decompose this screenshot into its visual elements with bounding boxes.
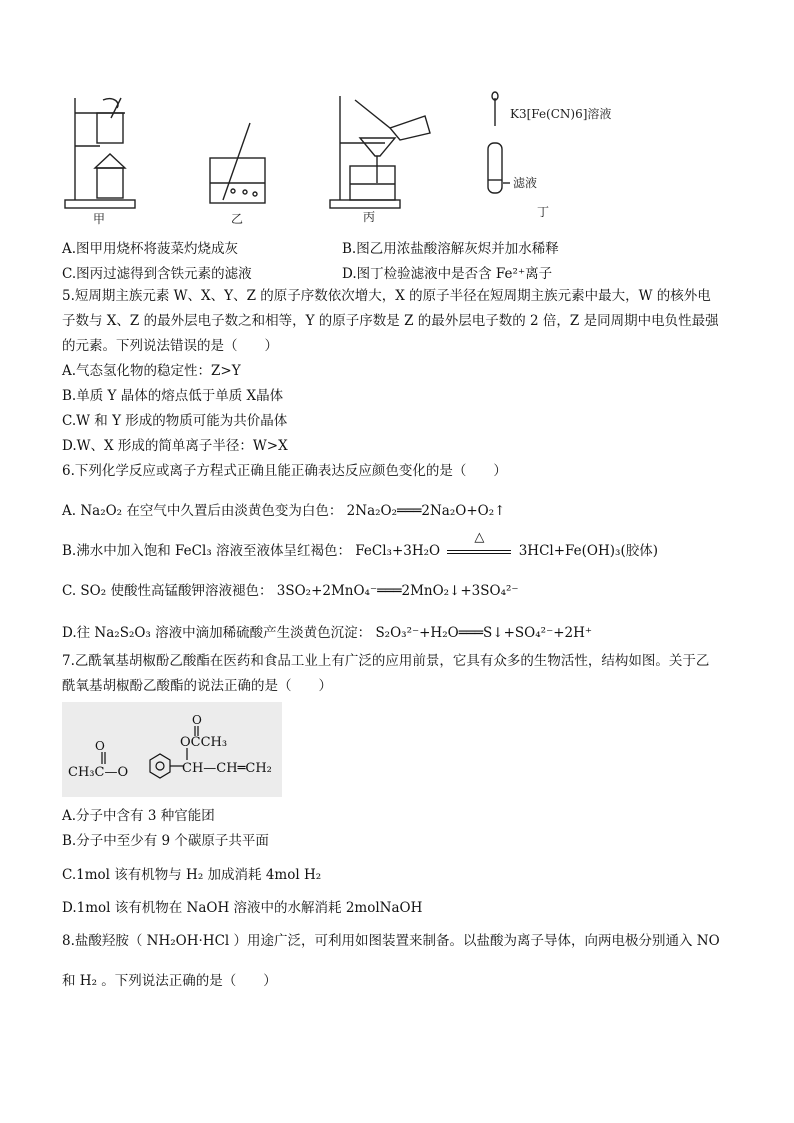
q7-option-d: D.1mol 该有机物在 NaOH 溶液中的水解消耗 2molNaOH <box>62 900 423 916</box>
q4-option-d: D.图丁检验滤液中是否含 Fe²⁺离子 <box>342 266 553 282</box>
right-chain-label: CH—CH═CH₂ <box>182 761 272 776</box>
q8-stem-2: 和 H₂ 。下列说法正确的是（ ） <box>62 973 277 989</box>
q6-b-eq-condition: △ <box>474 530 485 545</box>
q6-c-equation: 3SO₂+2MnO₄⁻═══2MnO₂↓+3SO₄²⁻ <box>276 583 519 599</box>
q4-option-a: A.图甲用烧杯将菠菜灼烧成灰 <box>62 241 239 257</box>
top-carbonyl-o: O <box>192 713 202 727</box>
right-top-label: OCCH₃ <box>180 735 228 750</box>
q5-option-c: C.W 和 Y 形成的物质可能为共价晶体 <box>62 413 288 429</box>
reagent-label: K3[Fe(CN)6]溶液 <box>510 107 612 121</box>
left-carbonyl-o: O <box>95 739 105 753</box>
q6-b-text: B.沸水中加入饱和 FeCl₃ 溶液至液体呈红褐色： <box>62 543 351 559</box>
q7-option-a: A.分子中含有 3 种官能团 <box>62 808 215 824</box>
q6-d-equation: S₂O₃²⁻+H₂O═══S↓+SO₄²⁻+2H⁺ <box>375 625 592 641</box>
q5-stem-2: 子数与 X、Z 的最外层电子数之和相等，Y 的原子序数是 Z 的最外层电子数的 2 倍，Z 是同周期中电负性最强 <box>62 313 719 329</box>
q7-stem-2: 酰氧基胡椒酚乙酸酯的说法正确的是（ ） <box>62 678 332 694</box>
q7-option-b: B.分子中至少有 9 个碳原子共平面 <box>62 833 269 849</box>
q5-stem-3: 的元素。下列说法错误的是（ ） <box>62 338 278 354</box>
q6-stem: 6.下列化学反应或离子方程式正确且能正确表达反应颜色变化的是（ ） <box>62 463 507 479</box>
q6-c-text: C. SO₂ 使酸性高锰酸钾溶液褪色： <box>62 583 273 599</box>
filtrate-label: 滤液 <box>513 176 538 190</box>
q6-option-c <box>62 582 519 600</box>
caption-ding: 丁 <box>537 205 550 219</box>
caption-bing: 丙 <box>363 210 376 224</box>
q6-option-d <box>62 624 592 642</box>
q7-stem-1: 7.乙酰氧基胡椒酚乙酸酯在医药和食品工业上有广泛的应用前景，它具有众多的生物活性，结构如图。关于乙 <box>62 653 710 669</box>
q4-option-c: C.图丙过滤得到含铁元素的滤液 <box>62 266 252 282</box>
q8-stem-1: 8.盐酸羟胺（ NH₂OH·HCl ）用途广泛，可利用如图装置来制备。以盐酸为离子导体，向两电极分别通入 NO <box>62 933 720 949</box>
q5-option-d: D.W、X 形成的简单离子半径：W>X <box>62 438 288 454</box>
q5-option-a: A.气态氢化物的稳定性：Z>Y <box>62 363 241 379</box>
q6-b-eq-right: 3HCl+Fe(OH)₃(胶体) <box>518 543 658 559</box>
q5-option-b: B.单质 Y 晶体的熔点低于单质 X晶体 <box>62 388 284 404</box>
caption-jia: 甲 <box>93 212 106 226</box>
left-group-label: CH₃C—O <box>68 765 129 780</box>
q6-a-text: A. Na₂O₂ 在空气中久置后由淡黄色变为白色： <box>62 503 343 519</box>
q6-option-a <box>62 502 505 520</box>
q6-b-eq-arrow <box>444 530 514 560</box>
q4-option-b: B.图乙用浓盐酸溶解灰烬并加水稀释 <box>342 241 559 257</box>
q6-a-equation: 2Na₂O₂═══2Na₂O+O₂↑ <box>346 503 506 519</box>
q6-b-eq-left: FeCl₃+3H₂O <box>355 543 441 559</box>
q7-option-c: C.1mol 该有机物与 H₂ 加成消耗 4mol H₂ <box>62 867 322 883</box>
q6-option-b <box>62 530 658 560</box>
q5-stem-1: 5.短周期主族元素 W、X、Y、Z 的原子序数依次增大，X 的原子半径在短周期主族元素中最大，W 的核外电 <box>62 288 711 304</box>
caption-yi: 乙 <box>231 212 244 226</box>
q6-d-text: D.往 Na₂S₂O₃ 溶液中滴加稀硫酸产生淡黄色沉淀： <box>62 625 372 641</box>
apparatus-figure <box>55 88 635 228</box>
molecule-structure <box>62 702 282 797</box>
